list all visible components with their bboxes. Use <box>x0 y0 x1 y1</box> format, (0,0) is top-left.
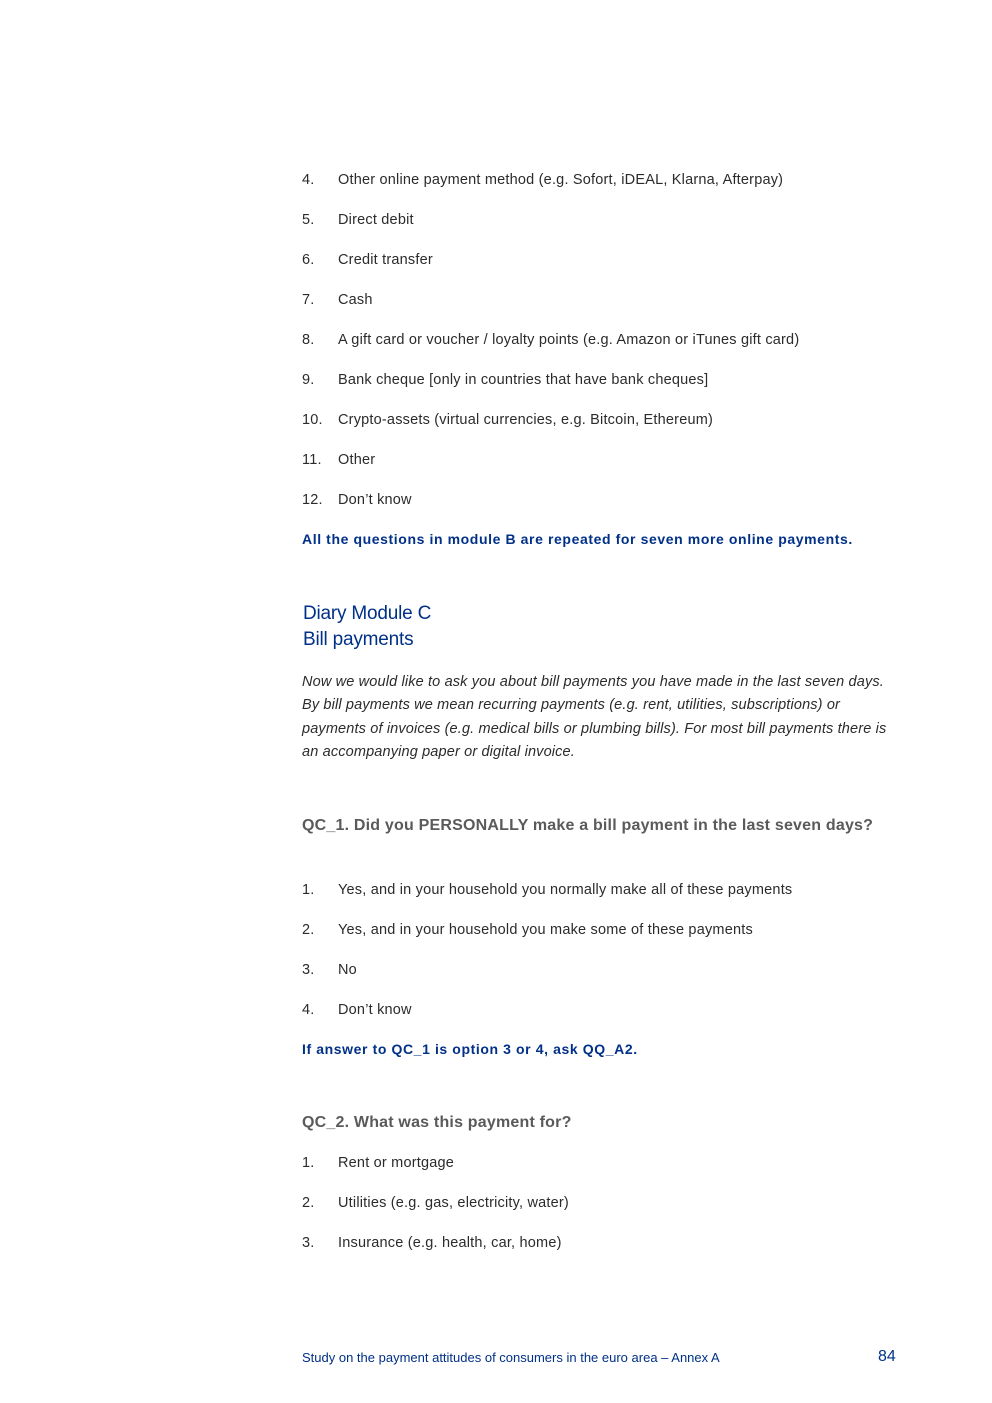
list-number: 1. <box>302 1155 315 1171</box>
list-text: Yes, and in your household you normally make all of these payments <box>338 882 793 898</box>
list-text: Yes, and in your household you make some of these payments <box>338 922 753 938</box>
page-number: 84 <box>878 1348 896 1365</box>
list-text: Utilities (e.g. gas, electricity, water) <box>338 1195 569 1211</box>
qc1-routing-instruction: If answer to QC_1 is option 3 or 4, ask QQ_A2. <box>302 1041 638 1057</box>
list-number: 4. <box>302 1002 315 1018</box>
list-number: 11. <box>302 452 322 468</box>
list-text: Credit transfer <box>338 252 433 268</box>
section-title-line2: Bill payments <box>303 629 414 650</box>
footer-document-title: Study on the payment attitudes of consumers in the euro area – Annex A <box>302 1350 720 1365</box>
list-text: Don’t know <box>338 492 412 508</box>
list-text: A gift card or voucher / loyalty points (e.g. Amazon or iTunes gift card) <box>338 332 800 348</box>
list-number: 7. <box>302 292 315 308</box>
list-text: No <box>338 962 357 978</box>
list-number: 3. <box>302 1235 315 1251</box>
list-text: Don’t know <box>338 1002 412 1018</box>
section-title <box>303 601 431 653</box>
list-text: Direct debit <box>338 212 414 228</box>
list-number: 4. <box>302 172 315 188</box>
list-text: Other online payment method (e.g. Sofort, iDEAL, Klarna, Afterpay) <box>338 172 784 188</box>
list-number: 2. <box>302 1195 315 1211</box>
question-qc1: QC_1. Did you PERSONALLY make a bill payment in the last seven days? <box>302 817 874 834</box>
section-title-line1: Diary Module C <box>303 603 432 624</box>
section-intro: Now we would like to ask you about bill payments you have made in the last seven days. By bill payments we mean recurring payments (e.g. rent, utilities, subscriptions) or payments of invoices (e.g. medical bills or plumbing bills). For most bill payments there is an accompanying paper or digital invoice. <box>302 674 887 760</box>
list-text: Cash <box>338 292 373 308</box>
list-number: 2. <box>302 922 315 938</box>
list-text: Bank cheque [only in countries that have bank cheques] <box>338 372 709 388</box>
list-number: 9. <box>302 372 315 388</box>
list-number: 10. <box>302 412 323 428</box>
module-b-instruction: All the questions in module B are repeated for seven more online payments. <box>302 531 853 547</box>
list-number: 1. <box>302 882 315 898</box>
question-qc2: QC_2. What was this payment for? <box>302 1114 572 1131</box>
list-number: 3. <box>302 962 315 978</box>
list-text: Insurance (e.g. health, car, home) <box>338 1235 562 1251</box>
list-text: Crypto-assets (virtual currencies, e.g. Bitcoin, Ethereum) <box>338 412 714 428</box>
list-text: Other <box>338 452 376 468</box>
list-number: 12. <box>302 492 323 508</box>
list-text: Rent or mortgage <box>338 1155 455 1171</box>
list-number: 6. <box>302 252 315 268</box>
list-number: 5. <box>302 212 315 228</box>
list-number: 8. <box>302 332 315 348</box>
